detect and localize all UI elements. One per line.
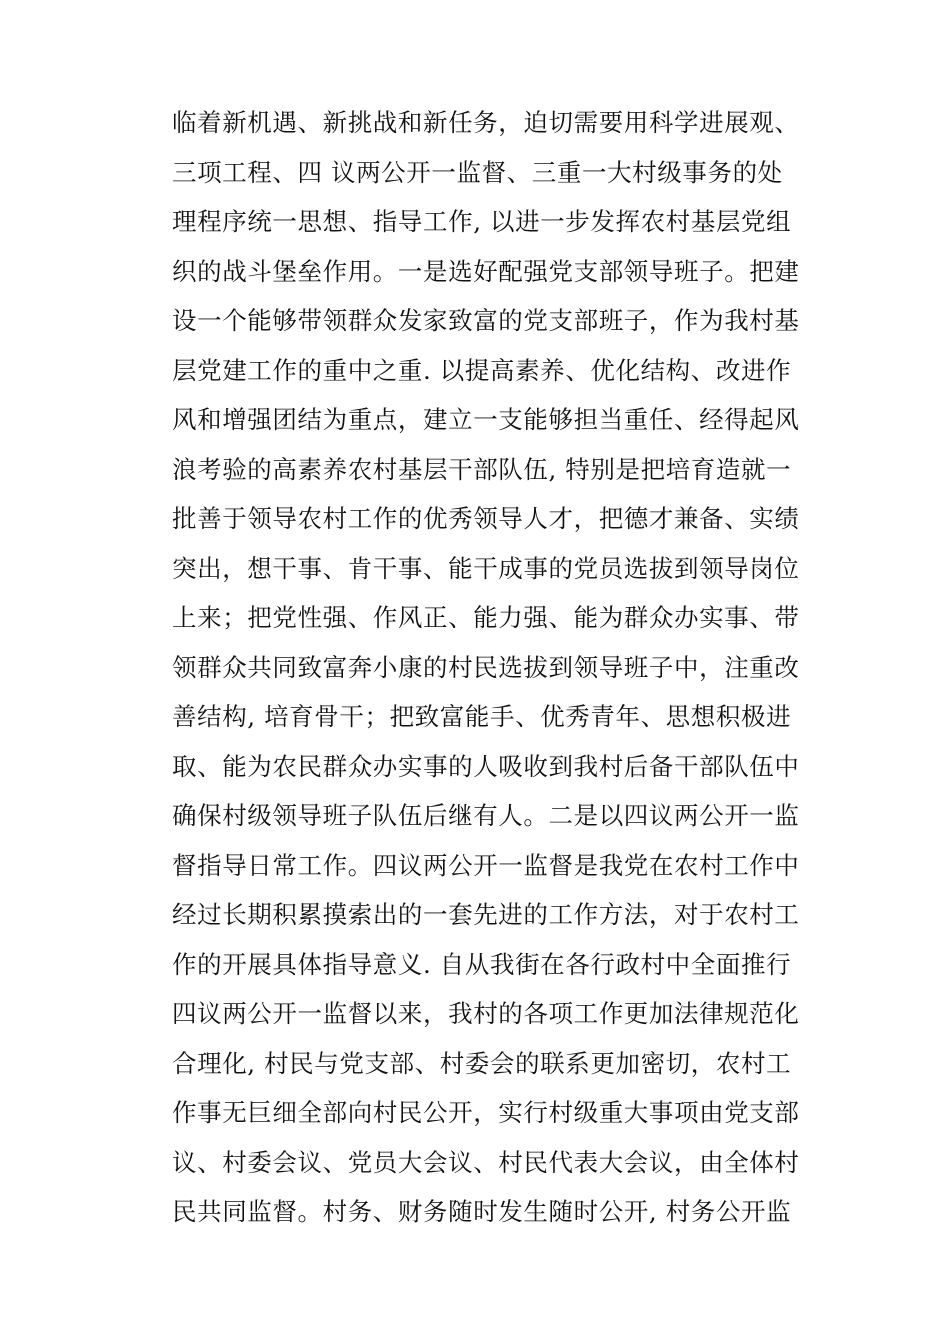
text-line: 设一个能够带领群众发家致富的党支部班子，作为我村基 [172, 306, 800, 335]
text-line: 批善于领导农村工作的优秀领导人才，把德才兼备、实绩 [172, 504, 800, 533]
text-line: 临着新机遇、新挑战和新任务，迫切需要用科学进展观、 [172, 108, 800, 137]
text-line: 议、村委会议、党员大会议、村民代表大会议，由全体村 [172, 1147, 800, 1177]
text-line: 突出，想干事、肯干事、能干成事的党员选拔到领导岗位 [172, 553, 800, 583]
text-line: 督指导日常工作。四议两公开一监督是我党在农村工作中 [172, 850, 800, 880]
text-line: 四议两公开一监督以来，我村的各项工作更加法律规范化 [172, 999, 800, 1028]
text-line: 领群众共同致富奔小康的村民选拔到领导班子中，注重改 [172, 652, 800, 682]
text-line: 三项工程、四 议两公开一监督、三重一大村级事务的处 [172, 157, 783, 187]
text-line: 浪考验的高素养农村基层干部队伍, 特别是把培育造就一 [172, 454, 792, 484]
text-line: 取、能为农民群众办实事的人吸收到我村后备干部队伍中 [172, 751, 800, 781]
text-line: 作的开展具体指导意义. 自从我街在各行政村中全面推行 [172, 949, 792, 979]
text-line: 经过长期积累摸索出的一套先进的工作方法，对于农村工 [172, 900, 800, 929]
text-line: 层党建工作的重中之重. 以提高素养、优化结构、改进作 [172, 355, 792, 385]
text-line: 确保村级领导班子队伍后继有人。二是以四议两公开一监 [172, 801, 800, 830]
text-line: 合理化, 村民与党支部、村委会的联系更加密切，农村工 [172, 1048, 792, 1078]
text-line: 理程序统一思想、指导工作, 以进一步发挥农村基层党组 [172, 207, 792, 236]
text-line: 织的战斗堡垒作用。一是选好配强党支部领导班子。把建 [172, 256, 800, 286]
text-line: 作事无巨细全部向村民公开，实行村级重大事项由党支部 [172, 1098, 800, 1127]
text-line: 风和增强团结为重点，建立一支能够担当重任、经得起风 [172, 405, 800, 434]
text-line: 民共同监督。村务、财务随时发生随时公开, 村务公开监 [172, 1197, 792, 1226]
text-line: 善结构, 培育骨干；把致富能手、优秀青年、思想积极进 [172, 702, 792, 731]
body-text [172, 98, 832, 1237]
text-line: 上来；把党性强、作风正、能力强、能为群众办实事、带 [172, 603, 800, 632]
